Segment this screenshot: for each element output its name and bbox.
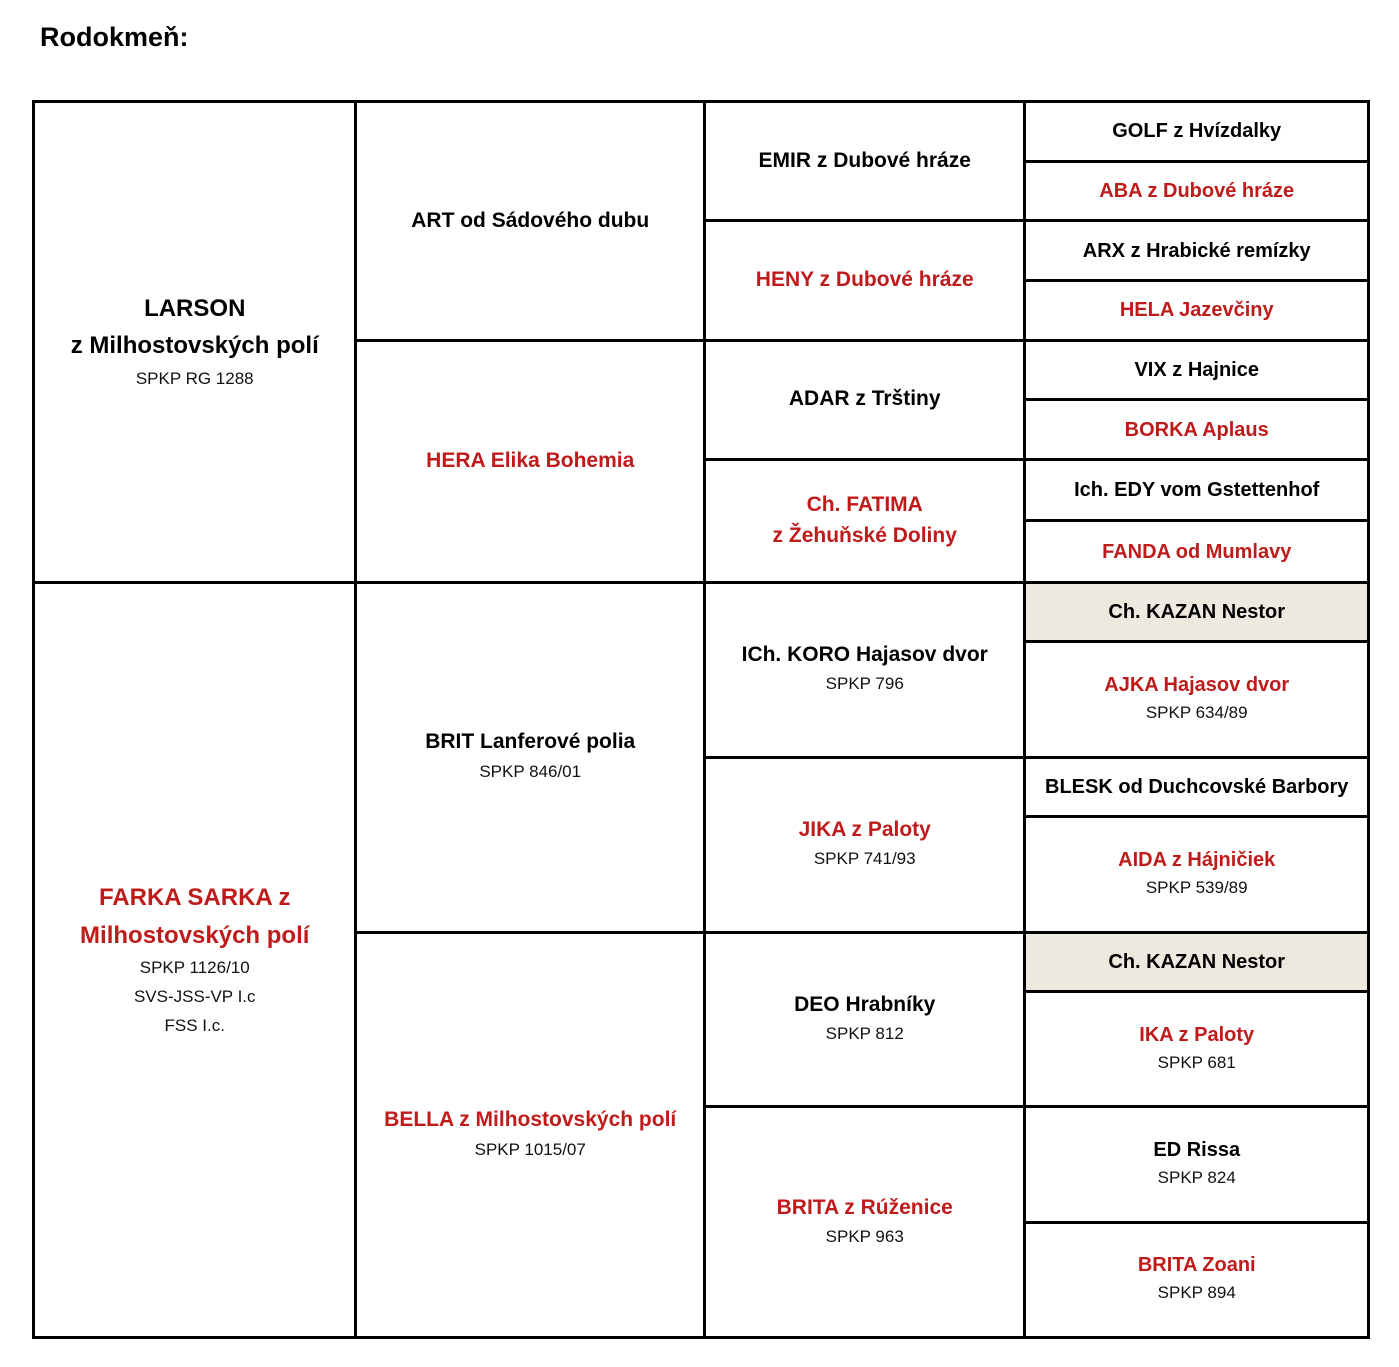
pedigree-table bbox=[32, 100, 1370, 1339]
maternal-granddam-cell bbox=[356, 932, 705, 1338]
gggp-8-name: FANDA od Mumlavy bbox=[1102, 540, 1292, 563]
gggp-16-name: BRITA Zoani bbox=[1137, 1254, 1256, 1277]
maternal-grandsire-name: BRIT Lanferové polia bbox=[425, 730, 636, 754]
ggp-3-cell bbox=[704, 340, 1024, 459]
paternal-grandsire-cell bbox=[356, 102, 705, 341]
maternal-grandsire-registration: SPKP 846/01 bbox=[479, 761, 582, 781]
ggp-8-cell bbox=[704, 1107, 1024, 1338]
ggp-7-registration: SPKP 812 bbox=[825, 1024, 904, 1044]
ggp-6-cell bbox=[704, 757, 1024, 932]
gggp-5-cell bbox=[1025, 340, 1369, 400]
gggp-16-registration: SPKP 894 bbox=[1157, 1283, 1236, 1303]
gggp-1-cell bbox=[1025, 102, 1369, 162]
dam-title-2: FSS I.c. bbox=[164, 1015, 225, 1035]
ggp-7-cell bbox=[704, 932, 1024, 1107]
ggp-4-name: Ch. FATIMA bbox=[806, 493, 923, 517]
ggp-8-name: BRITA z Rúženice bbox=[776, 1195, 953, 1219]
gggp-15-registration: SPKP 824 bbox=[1157, 1168, 1236, 1188]
paternal-grandsire-name: ART od Sádového dubu bbox=[411, 208, 650, 232]
gggp-4-name: HELA Jazevčiny bbox=[1119, 299, 1274, 322]
sire-name-line2: z Milhostovských polí bbox=[70, 332, 319, 360]
gggp-14-name: IKA z Paloty bbox=[1139, 1023, 1255, 1046]
paternal-granddam-cell bbox=[356, 340, 705, 582]
dam-name-line2: Milhostovských polí bbox=[80, 921, 310, 949]
dam-name: FARKA SARKA z bbox=[98, 884, 291, 912]
gggp-11-name: BLESK od Duchcovské Barbory bbox=[1045, 775, 1349, 798]
gggp-9-name: Ch. KAZAN Nestor bbox=[1108, 601, 1286, 624]
gggp-13-name: Ch. KAZAN Nestor bbox=[1108, 950, 1286, 973]
dam-title-1: SVS-JSS-VP I.c bbox=[133, 986, 256, 1006]
gggp-12-name: AIDA z Hájničiek bbox=[1118, 848, 1276, 871]
gggp-5-name: VIX z Hajnice bbox=[1134, 358, 1259, 381]
gggp-12-registration: SPKP 539/89 bbox=[1145, 877, 1248, 897]
ggp-5-cell bbox=[704, 582, 1024, 757]
gggp-14-cell bbox=[1025, 992, 1369, 1107]
gggp-2-cell bbox=[1025, 161, 1369, 221]
gggp-4-cell bbox=[1025, 280, 1369, 340]
maternal-granddam-name: BELLA z Milhostovských polí bbox=[384, 1108, 677, 1132]
gggp-15-name: ED Rissa bbox=[1153, 1139, 1241, 1162]
gggp-6-cell bbox=[1025, 400, 1369, 460]
gggp-2-name: ABA z Dubové hráze bbox=[1099, 179, 1295, 202]
gggp-9-cell bbox=[1025, 582, 1369, 642]
dam-cell bbox=[34, 582, 356, 1337]
gggp-1-name: GOLF z Hvízdalky bbox=[1112, 120, 1282, 143]
ggp-2-cell bbox=[704, 221, 1024, 340]
gggp-10-name: AJKA Hajasov dvor bbox=[1104, 674, 1290, 697]
gggp-6-name: BORKA Aplaus bbox=[1124, 418, 1269, 441]
gggp-3-cell bbox=[1025, 221, 1369, 281]
gggp-16-cell bbox=[1025, 1222, 1369, 1337]
maternal-granddam-registration: SPKP 1015/07 bbox=[474, 1139, 586, 1159]
ggp-1-cell bbox=[704, 102, 1024, 221]
ggp-7-name: DEO Hrabníky bbox=[794, 992, 936, 1016]
gggp-15-cell bbox=[1025, 1107, 1369, 1222]
gggp-10-cell bbox=[1025, 642, 1369, 757]
gggp-8-cell bbox=[1025, 521, 1369, 582]
gggp-14-registration: SPKP 681 bbox=[1157, 1052, 1236, 1072]
sire-registration: SPKP RG 1288 bbox=[135, 368, 254, 388]
ggp-6-name: JIKA z Paloty bbox=[798, 817, 931, 841]
gggp-12-cell bbox=[1025, 817, 1369, 932]
ggp-8-registration: SPKP 963 bbox=[825, 1226, 904, 1246]
gggp-10-registration: SPKP 634/89 bbox=[1145, 703, 1248, 723]
gggp-7-cell bbox=[1025, 459, 1369, 520]
dam-registration: SPKP 1126/10 bbox=[139, 957, 250, 977]
ggp-6-registration: SPKP 741/93 bbox=[813, 849, 916, 869]
ggp-4-cell bbox=[704, 459, 1024, 582]
ggp-5-registration: SPKP 796 bbox=[825, 674, 904, 694]
gggp-7-name: Ich. EDY vom Gstettenhof bbox=[1074, 479, 1320, 502]
gggp-13-cell bbox=[1025, 932, 1369, 992]
sire-name: LARSON bbox=[144, 295, 246, 323]
ggp-4-name-line2: z Žehuňské Doliny bbox=[772, 523, 957, 547]
paternal-granddam-name: HERA Elika Bohemia bbox=[426, 448, 635, 472]
maternal-grandsire-cell bbox=[356, 582, 705, 932]
gggp-11-cell bbox=[1025, 757, 1369, 817]
ggp-5-name: ICh. KORO Hajasov dvor bbox=[741, 643, 988, 667]
gggp-3-name: ARX z Hrabické remízky bbox=[1082, 239, 1311, 262]
ggp-1-name: EMIR z Dubové hráze bbox=[758, 148, 971, 172]
page-title: Rodokmeň: bbox=[40, 22, 189, 52]
sire-cell bbox=[34, 102, 356, 583]
ggp-2-name: HENY z Dubové hráze bbox=[755, 268, 974, 292]
ggp-3-name: ADAR z Trštiny bbox=[788, 387, 941, 411]
